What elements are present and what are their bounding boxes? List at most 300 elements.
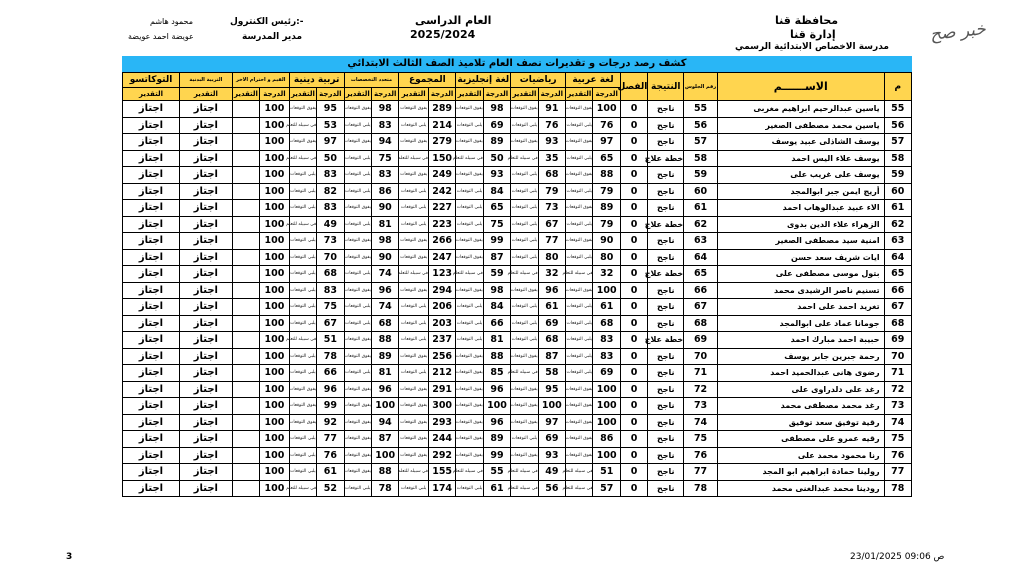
specialties-grade: 81 [371, 216, 398, 233]
student-name: ياسين محمد مصطفى الصغير [717, 117, 884, 134]
math-grade: 73 [538, 200, 565, 217]
arabic-estimate: يفوق التوقعات [566, 398, 593, 415]
result: خطة علاج [648, 216, 684, 233]
seat-number: 68 [684, 315, 718, 332]
ethics-grade: 100 [260, 480, 290, 497]
table-body [123, 101, 912, 497]
ethics-estimate [232, 348, 259, 365]
pe-estimate: اجتاز [180, 365, 233, 382]
religion-grade: 66 [317, 365, 344, 382]
religion-grade: 83 [317, 200, 344, 217]
control-head-name: محمود هاشم [150, 17, 193, 26]
religion-estimate: في سبيله للتعلم [289, 332, 316, 349]
arabic-grade: 65 [593, 150, 620, 167]
sub-grade: الدرجة [483, 88, 510, 101]
specialties-grade: 100 [371, 447, 398, 464]
ethics-estimate [232, 266, 259, 283]
specialties-grade: 88 [371, 332, 398, 349]
col-ethics: القيم و احترام الاخر [232, 73, 289, 88]
ethics-estimate [232, 200, 259, 217]
arabic-estimate: يلبي التوقعات [566, 299, 593, 316]
row-num: 64 [884, 249, 911, 266]
specialties-estimate: يلبي التوقعات [344, 216, 371, 233]
arabic-estimate: يفوق التوقعات [566, 447, 593, 464]
arabic-grade: 83 [593, 332, 620, 349]
result: ناجح [648, 233, 684, 250]
math-estimate: يفوق التوقعات [511, 282, 538, 299]
result: ناجح [648, 365, 684, 382]
arabic-grade: 100 [593, 381, 620, 398]
ethics-grade: 100 [260, 233, 290, 250]
specialties-grade: 100 [371, 398, 398, 415]
result: ناجح [648, 249, 684, 266]
religion-grade: 92 [317, 414, 344, 431]
total-grade: 294 [428, 282, 455, 299]
grades-table [122, 72, 912, 497]
seat-number: 67 [684, 299, 718, 316]
table-row [123, 431, 912, 448]
ethics-estimate [232, 414, 259, 431]
math-estimate: يفوق التوقعات [511, 134, 538, 151]
math-grade: 77 [538, 233, 565, 250]
sub-estimate: التقدير [232, 88, 259, 101]
total-estimate: يلبي التوقعات [399, 117, 429, 134]
student-name: يوسف علاء اليس احمد [717, 150, 884, 167]
class-number: 0 [620, 282, 647, 299]
religion-grade: 73 [317, 233, 344, 250]
total-estimate: في سبيله للتعلم [399, 266, 429, 283]
col-pe: التربية البدنية [180, 73, 233, 88]
english-estimate: يفوق التوقعات [456, 414, 483, 431]
result: ناجح [648, 101, 684, 118]
tokatsu-estimate: اجتاز [123, 464, 180, 481]
total-estimate: يلبي التوقعات [399, 315, 429, 332]
total-estimate: يفوق التوقعات [399, 233, 429, 250]
watermark-logo: خبر صح [929, 19, 987, 45]
row-num: 59 [884, 167, 911, 184]
pe-estimate: اجتاز [180, 150, 233, 167]
arabic-grade: 100 [593, 447, 620, 464]
ethics-estimate [232, 332, 259, 349]
row-num: 74 [884, 414, 911, 431]
specialties-grade: 75 [371, 150, 398, 167]
religion-grade: 50 [317, 150, 344, 167]
pe-estimate: اجتاز [180, 431, 233, 448]
specialties-grade: 98 [371, 233, 398, 250]
religion-estimate: يلبي التوقعات [289, 200, 316, 217]
sub-estimate: التقدير [399, 88, 429, 101]
sub-grade: الدرجة [593, 88, 620, 101]
page-number: 3 [66, 552, 73, 562]
total-estimate: يفوق التوقعات [399, 101, 429, 118]
seat-number: 76 [684, 447, 718, 464]
english-grade: 96 [483, 414, 510, 431]
specialties-grade: 78 [371, 480, 398, 497]
col-tokatsu: التوكاتسو [123, 73, 180, 88]
ethics-grade: 100 [260, 431, 290, 448]
arabic-estimate: يفوق التوقعات [566, 414, 593, 431]
english-estimate: يفوق التوقعات [456, 134, 483, 151]
total-estimate: في سبيله للتعلم [399, 150, 429, 167]
tokatsu-estimate: اجتاز [123, 216, 180, 233]
tokatsu-estimate: اجتاز [123, 365, 180, 382]
class-number: 0 [620, 117, 647, 134]
arabic-grade: 79 [593, 183, 620, 200]
result: ناجح [648, 167, 684, 184]
specialties-estimate: يفوق التوقعات [344, 381, 371, 398]
total-estimate: يفوق التوقعات [399, 134, 429, 151]
ethics-estimate [232, 134, 259, 151]
ethics-grade: 100 [260, 348, 290, 365]
table-row [123, 299, 912, 316]
col-religion: تربية دينية [289, 73, 344, 88]
col-seat: رقم الجلوس [684, 73, 718, 101]
tokatsu-estimate: اجتاز [123, 348, 180, 365]
ethics-grade: 100 [260, 365, 290, 382]
class-number: 0 [620, 134, 647, 151]
row-num: 77 [884, 464, 911, 481]
arabic-estimate: يلبي التوقعات [566, 249, 593, 266]
pe-estimate: اجتاز [180, 414, 233, 431]
religion-grade: 97 [317, 134, 344, 151]
religion-estimate: يلبي التوقعات [289, 282, 316, 299]
pe-estimate: اجتاز [180, 216, 233, 233]
english-grade: 98 [483, 282, 510, 299]
table-row [123, 381, 912, 398]
pe-estimate: اجتاز [180, 332, 233, 349]
specialties-estimate: يفوق التوقعات [344, 332, 371, 349]
row-num: 63 [884, 233, 911, 250]
religion-estimate: في سبيله للتعلم [289, 216, 316, 233]
row-num: 70 [884, 348, 911, 365]
english-grade: 84 [483, 183, 510, 200]
arabic-estimate: يلبي التوقعات [566, 348, 593, 365]
arabic-grade: 88 [593, 167, 620, 184]
table-row [123, 134, 912, 151]
student-name: رقية توفيق سعد توفيق [717, 414, 884, 431]
religion-estimate: في سبيله للتعلم [289, 150, 316, 167]
specialties-grade: 87 [371, 431, 398, 448]
specialties-estimate: يفوق التوقعات [344, 249, 371, 266]
religion-grade: 75 [317, 299, 344, 316]
total-grade: 155 [428, 464, 455, 481]
english-estimate: يفوق التوقعات [456, 249, 483, 266]
class-number: 0 [620, 101, 647, 118]
school-label: مدرسة الاخصاص الابتدائية الرسمي [735, 42, 889, 52]
total-grade: 256 [428, 348, 455, 365]
english-estimate: يلبي التوقعات [456, 315, 483, 332]
pe-estimate: اجتاز [180, 266, 233, 283]
class-number: 0 [620, 315, 647, 332]
row-num: 71 [884, 365, 911, 382]
specialties-estimate: يلبي التوقعات [344, 117, 371, 134]
col-name: الاســــــم [717, 73, 884, 101]
math-grade: 79 [538, 183, 565, 200]
english-grade: 96 [483, 381, 510, 398]
specialties-grade: 74 [371, 299, 398, 316]
total-estimate: يلبي التوقعات [399, 332, 429, 349]
math-grade: 80 [538, 249, 565, 266]
arabic-estimate: يلبي التوقعات [566, 332, 593, 349]
class-number: 0 [620, 447, 647, 464]
religion-estimate: يلبي التوقعات [289, 183, 316, 200]
table-row [123, 117, 912, 134]
pe-estimate: اجتاز [180, 398, 233, 415]
col-english: لغة إنجليزية [456, 73, 511, 88]
religion-estimate: يلبي التوقعات [289, 233, 316, 250]
seat-number: 75 [684, 431, 718, 448]
total-grade: 206 [428, 299, 455, 316]
tokatsu-estimate: اجتاز [123, 431, 180, 448]
total-estimate: يفوق التوقعات [399, 398, 429, 415]
seat-number: 63 [684, 233, 718, 250]
ethics-estimate [232, 381, 259, 398]
math-estimate: في سبيله للتعلم [511, 365, 538, 382]
arabic-estimate: يفوق التوقعات [566, 101, 593, 118]
ethics-grade: 100 [260, 117, 290, 134]
sub-estimate: التقدير [289, 88, 316, 101]
arabic-grade: 83 [593, 348, 620, 365]
year-label: العام الدراسى [415, 14, 492, 27]
english-grade: 99 [483, 447, 510, 464]
student-name: رضوى هانى عبدالحميد احمد [717, 365, 884, 382]
pe-estimate: اجتاز [180, 183, 233, 200]
sub-estimate: التقدير [180, 88, 233, 101]
class-number: 0 [620, 183, 647, 200]
english-estimate: في سبيله للتعلم [456, 464, 483, 481]
specialties-estimate: يلبي التوقعات [344, 266, 371, 283]
ethics-estimate [232, 431, 259, 448]
total-estimate: يفوق التوقعات [399, 414, 429, 431]
result: خطة علاج [648, 266, 684, 283]
table-row [123, 464, 912, 481]
religion-grade: 51 [317, 332, 344, 349]
math-estimate: يلبي التوقعات [511, 233, 538, 250]
math-estimate: يفوق التوقعات [511, 348, 538, 365]
religion-grade: 53 [317, 117, 344, 134]
total-estimate: يفوق التوقعات [399, 167, 429, 184]
pe-estimate: اجتاز [180, 134, 233, 151]
ethics-grade: 100 [260, 299, 290, 316]
table-row [123, 249, 912, 266]
arabic-grade: 100 [593, 101, 620, 118]
arabic-estimate: يفوق التوقعات [566, 431, 593, 448]
english-grade: 81 [483, 332, 510, 349]
religion-grade: 99 [317, 398, 344, 415]
math-grade: 69 [538, 431, 565, 448]
english-estimate: يفوق التوقعات [456, 447, 483, 464]
sub-grade: الدرجة [260, 88, 290, 101]
total-grade: 242 [428, 183, 455, 200]
specialties-grade: 90 [371, 249, 398, 266]
english-grade: 100 [483, 398, 510, 415]
ethics-grade: 100 [260, 150, 290, 167]
result: ناجح [648, 348, 684, 365]
math-estimate: في سبيله للتعلم [511, 464, 538, 481]
tokatsu-estimate: اجتاز [123, 398, 180, 415]
english-grade: 50 [483, 150, 510, 167]
print-timestamp: 23/01/2025 09:06 ص [850, 552, 945, 562]
sub-grade: الدرجة [371, 88, 398, 101]
math-estimate: يلبي التوقعات [511, 299, 538, 316]
specialties-estimate: يفوق التوقعات [344, 447, 371, 464]
table-row [123, 233, 912, 250]
arabic-estimate: يفوق التوقعات [566, 200, 593, 217]
class-number: 0 [620, 431, 647, 448]
seat-number: 70 [684, 348, 718, 365]
math-grade: 58 [538, 365, 565, 382]
seat-number: 64 [684, 249, 718, 266]
row-num: 69 [884, 332, 911, 349]
tokatsu-estimate: اجتاز [123, 150, 180, 167]
row-num: 72 [884, 381, 911, 398]
arabic-grade: 86 [593, 431, 620, 448]
math-grade: 95 [538, 381, 565, 398]
math-grade: 32 [538, 266, 565, 283]
tokatsu-estimate: اجتاز [123, 381, 180, 398]
total-grade: 291 [428, 381, 455, 398]
table-row [123, 315, 912, 332]
ethics-estimate [232, 282, 259, 299]
table-row [123, 266, 912, 283]
arabic-estimate: يلبي التوقعات [566, 365, 593, 382]
col-result: النتيجة [648, 73, 684, 101]
ethics-estimate [232, 183, 259, 200]
religion-estimate: يلبي التوقعات [289, 315, 316, 332]
ethics-estimate [232, 216, 259, 233]
english-estimate: يلبي التوقعات [456, 200, 483, 217]
math-grade: 91 [538, 101, 565, 118]
student-name: رنا محمود محمد على [717, 447, 884, 464]
arabic-grade: 76 [593, 117, 620, 134]
row-num: 66 [884, 282, 911, 299]
class-number: 0 [620, 332, 647, 349]
math-grade: 69 [538, 315, 565, 332]
ethics-grade: 100 [260, 315, 290, 332]
class-number: 0 [620, 150, 647, 167]
class-number: 0 [620, 299, 647, 316]
specialties-estimate: يلبي التوقعات [344, 299, 371, 316]
seat-number: 56 [684, 117, 718, 134]
tokatsu-estimate: اجتاز [123, 249, 180, 266]
religion-estimate: يلبي التوقعات [289, 447, 316, 464]
ethics-grade: 100 [260, 332, 290, 349]
ethics-grade: 100 [260, 398, 290, 415]
result: ناجح [648, 282, 684, 299]
english-estimate: يفوق التوقعات [456, 233, 483, 250]
specialties-estimate: يلبي التوقعات [344, 150, 371, 167]
total-estimate: يلبي التوقعات [399, 216, 429, 233]
total-grade: 203 [428, 315, 455, 332]
specialties-estimate: يفوق التوقعات [344, 398, 371, 415]
english-grade: 89 [483, 431, 510, 448]
arabic-grade: 51 [593, 464, 620, 481]
total-grade: 212 [428, 365, 455, 382]
arabic-estimate: يلبي التوقعات [566, 183, 593, 200]
class-number: 0 [620, 216, 647, 233]
english-estimate: يفوق التوقعات [456, 381, 483, 398]
ethics-grade: 100 [260, 167, 290, 184]
student-name: امنية سيد مصطفى الصغير [717, 233, 884, 250]
tokatsu-estimate: اجتاز [123, 315, 180, 332]
math-grade: 96 [538, 282, 565, 299]
ethics-estimate [232, 167, 259, 184]
seat-number: 61 [684, 200, 718, 217]
english-estimate: يفوق التوقعات [456, 101, 483, 118]
math-grade: 56 [538, 480, 565, 497]
seat-number: 60 [684, 183, 718, 200]
school-year: 2025/2024 [410, 28, 476, 41]
arabic-grade: 100 [593, 398, 620, 415]
student-name: رولينا حمادة ابراهيم ابو المجد [717, 464, 884, 481]
pe-estimate: اجتاز [180, 117, 233, 134]
ethics-estimate [232, 464, 259, 481]
arabic-estimate: في سبيله للتعلم [566, 464, 593, 481]
specialties-grade: 81 [371, 365, 398, 382]
specialties-estimate: يفوق التوقعات [344, 431, 371, 448]
arabic-grade: 61 [593, 299, 620, 316]
student-name: ياسين عبدالرحيم ابراهيم مغربى [717, 101, 884, 118]
english-grade: 59 [483, 266, 510, 283]
result: ناجح [648, 117, 684, 134]
religion-estimate: يلبي التوقعات [289, 299, 316, 316]
english-estimate: في سبيله للتعلم [456, 266, 483, 283]
english-grade: 75 [483, 216, 510, 233]
tokatsu-estimate: اجتاز [123, 282, 180, 299]
class-number: 0 [620, 200, 647, 217]
arabic-grade: 89 [593, 200, 620, 217]
math-grade: 49 [538, 464, 565, 481]
row-num: 60 [884, 183, 911, 200]
table-row [123, 332, 912, 349]
ethics-grade: 100 [260, 464, 290, 481]
religion-estimate: يفوق التوقعات [289, 134, 316, 151]
total-grade: 223 [428, 216, 455, 233]
total-grade: 244 [428, 431, 455, 448]
ethics-estimate [232, 117, 259, 134]
specialties-grade: 83 [371, 167, 398, 184]
row-num: 57 [884, 134, 911, 151]
row-num: 61 [884, 200, 911, 217]
class-number: 0 [620, 233, 647, 250]
sub-estimate: التقدير [456, 88, 483, 101]
student-name: رقيه عمرو على مصطفى [717, 431, 884, 448]
ethics-grade: 100 [260, 414, 290, 431]
arabic-grade: 100 [593, 414, 620, 431]
religion-estimate: في سبيله للتعلم [289, 117, 316, 134]
total-estimate: يلبي التوقعات [399, 365, 429, 382]
total-estimate: يلبي التوقعات [399, 299, 429, 316]
math-estimate: يفوق التوقعات [511, 447, 538, 464]
english-estimate: يلبي التوقعات [456, 480, 483, 497]
pe-estimate: اجتاز [180, 233, 233, 250]
pe-estimate: اجتاز [180, 381, 233, 398]
sub-grade: الدرجة [538, 88, 565, 101]
specialties-estimate: يفوق التوقعات [344, 282, 371, 299]
specialties-grade: 74 [371, 266, 398, 283]
arabic-estimate: يفوق التوقعات [566, 233, 593, 250]
arabic-grade: 100 [593, 282, 620, 299]
specialties-estimate: يلبي التوقعات [344, 480, 371, 497]
math-grade: 35 [538, 150, 565, 167]
math-estimate: يلبي التوقعات [511, 183, 538, 200]
tokatsu-estimate: اجتاز [123, 480, 180, 497]
arabic-estimate: يلبي التوقعات [566, 117, 593, 134]
arabic-estimate: يلبي التوقعات [566, 315, 593, 332]
control-head-label: رئيس الكنترول:- [230, 17, 304, 27]
student-name: ايات شريف سعد حسن [717, 249, 884, 266]
class-number: 0 [620, 348, 647, 365]
